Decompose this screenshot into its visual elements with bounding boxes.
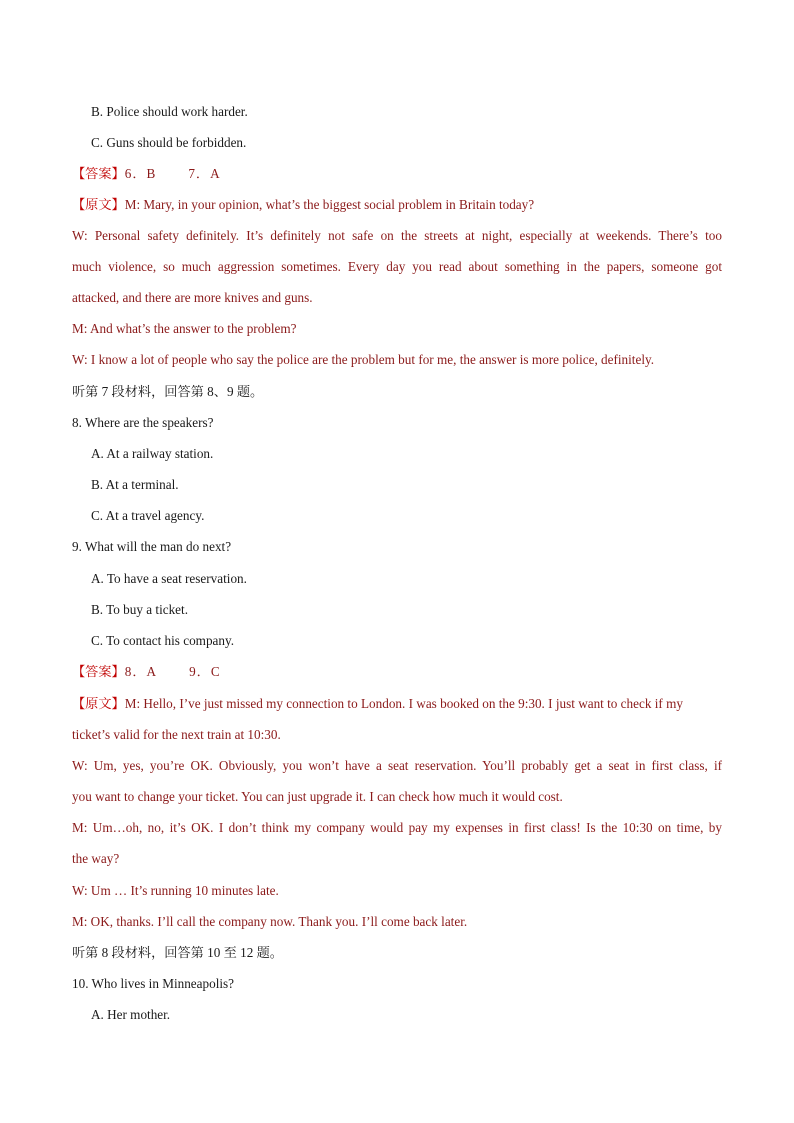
question-10: 10. Who lives in Minneapolis?	[72, 976, 235, 991]
transcript-line: M: OK, thanks. I’ll call the company now. Thank you. I’ll come back later.	[72, 914, 468, 929]
transcript-line: M: Mary, in your opinion, what’s the biggest social problem in Britain today?	[124, 197, 535, 212]
question-8: 8. Where are the speakers?	[72, 415, 214, 430]
answer-key-8-9	[72, 663, 722, 681]
answer-8: 8．A	[124, 664, 158, 679]
transcript-line: ticket’s valid for the next train at 10:30.	[72, 727, 281, 742]
answer-label: 【答案】	[72, 664, 125, 679]
option-q9-c: C. To contact his company.	[91, 633, 235, 648]
option-q9-a: A. To have a seat reservation.	[91, 571, 247, 586]
transcript-line: W: I know a lot of people who say the police are the problem but for me, the answer is more police, definitely.	[72, 352, 655, 367]
transcript-line: the way?	[72, 851, 120, 866]
answer-9: 9．C	[189, 664, 221, 679]
transcript-label-row	[72, 196, 722, 214]
option-q7-c: C. Guns should be forbidden.	[91, 135, 247, 150]
option-q8-b: B. At a terminal.	[91, 477, 179, 492]
option-q8-a: A. At a railway station.	[91, 446, 214, 461]
transcript-line: M: And what’s the answer to the problem?	[72, 321, 297, 336]
question-9: 9. What will the man do next?	[72, 539, 232, 554]
answer-6: 6．B	[124, 166, 157, 181]
answer-label: 【答案】	[72, 166, 125, 181]
answer-key-6-7	[72, 165, 722, 183]
transcript-line: you want to change your ticket. You can just upgrade it. I can check how much it would cost.	[72, 789, 563, 804]
answer-7: 7．A	[188, 166, 221, 181]
option-q8-c: C. At a travel agency.	[91, 508, 205, 523]
transcript-line: M: Um…oh, no, it’s OK. I don’t think my company would pay my expenses in first class! Is the 10:30 on time, by	[72, 820, 722, 835]
transcript-line: W: Personal safety definitely. It’s definitely not safe on the streets at night, especially at weekends. There’s too	[72, 228, 722, 243]
transcript-line: W: Um, yes, you’re OK. Obviously, you won’t have a seat reservation. You’ll probably get a seat in first class, if	[72, 758, 722, 773]
transcript-line: W: Um … It’s running 10 minutes late.	[72, 883, 279, 898]
option-q7-b: B. Police should work harder.	[91, 104, 248, 119]
section-heading-8: 听第 8 段材料，回答第 10 至 12 题。	[72, 945, 283, 960]
option-q10-a: A. Her mother.	[91, 1007, 171, 1022]
option-q9-b: B. To buy a ticket.	[91, 602, 188, 617]
transcript-label-row	[72, 695, 722, 713]
transcript-line: much violence, so much aggression sometimes. Every day you read about something in the papers, someone got	[72, 259, 722, 274]
transcript-line: attacked, and there are more knives and guns.	[72, 290, 313, 305]
transcript-label: 【原文】	[72, 696, 125, 711]
section-heading-7: 听第 7 段材料，回答第 8、9 题。	[72, 384, 264, 399]
transcript-label: 【原文】	[72, 197, 125, 212]
transcript-line: M: Hello, I’ve just missed my connection to London. I was booked on the 9:30. I just want to check if my	[124, 696, 683, 711]
